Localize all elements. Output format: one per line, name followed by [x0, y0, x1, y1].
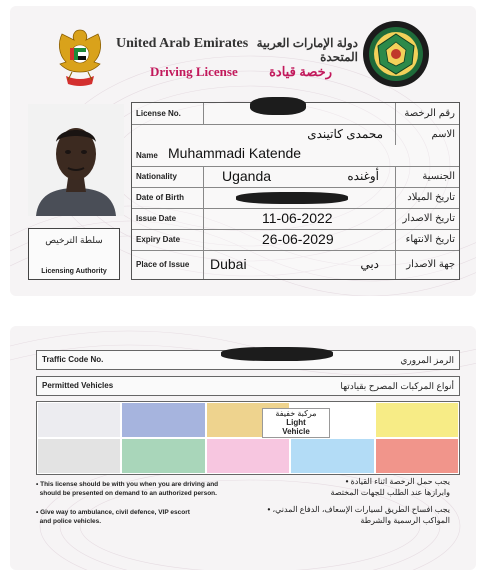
- row-place-of-issue: [132, 250, 459, 279]
- note-give-way-en: • Give way to ambulance, civil defence, VIP escort and police vehicles.: [36, 509, 190, 525]
- place-of-issue-value-en: Dubai: [210, 256, 247, 272]
- nationality-value-ar: أوغنده: [347, 169, 379, 183]
- traffic-code-redaction: [221, 347, 333, 361]
- license-no-label: License No.: [132, 103, 204, 124]
- license-no-redaction: [250, 97, 306, 115]
- name-label-ar: الاسم: [395, 124, 459, 145]
- dob-redaction: [236, 192, 348, 204]
- name-label: Name: [136, 151, 158, 160]
- vehicle-cell: [206, 438, 290, 474]
- holder-photo: [28, 104, 124, 216]
- row-expiry-date: [132, 229, 459, 251]
- licensing-authority-box: [28, 228, 120, 280]
- note-1-ar-line-1: يجب حمل الرخصة اثناء القيادة: [350, 477, 450, 486]
- vehicle-cell: [375, 438, 459, 474]
- license-back-card: [10, 326, 476, 570]
- permitted-vehicles-label: Permitted Vehicles: [42, 381, 114, 390]
- vehicle-category-grid: [36, 401, 460, 475]
- nationality-value-en: Uganda: [222, 168, 272, 184]
- country-name-ar: دولة الإمارات العربية المتحدة: [256, 36, 358, 64]
- issue-date-label: Issue Date: [132, 208, 204, 229]
- note-1-line-2: should be presented on demand to an authorized person.: [39, 490, 217, 497]
- vehicle-cell: [37, 438, 121, 474]
- vehicle-cell: [121, 438, 205, 474]
- row-name: [132, 124, 459, 167]
- permitted-vehicles-row: [36, 376, 460, 396]
- vehicle-cell: [37, 402, 121, 438]
- gcc-seal-logo: [362, 20, 430, 88]
- license-front-card: [10, 6, 476, 296]
- row-dob: [132, 187, 459, 209]
- license-details-table: [131, 102, 460, 280]
- licensing-authority-label-en: Licensing Authority: [41, 268, 107, 275]
- light-vehicle-label-en-2: Vehicle: [282, 427, 310, 436]
- row-license-no: [132, 103, 459, 125]
- note-2-line-1: Give way to ambulance, civil defence, VIP escort: [40, 509, 190, 516]
- note-1-ar-line-2: وابرازها عند الطلب للجهات المختصة: [330, 488, 450, 497]
- traffic-code-label-ar: الرمز المروري: [400, 355, 454, 365]
- note-2-ar-line-1: يجب افساح الطريق لسيارات الإسعاف، الدفاع المدني،: [272, 505, 450, 514]
- light-vehicle-label-en-1: Light: [286, 418, 306, 427]
- note-carry-license-ar: يجب حمل الرخصة اثناء القيادة • وابرازها عند الطلب للجهات المختصة: [330, 477, 450, 497]
- permitted-vehicles-label-ar: أنواع المركبات المصرح بقيادتها: [340, 381, 454, 391]
- licensing-authority-label-ar: سلطة الترخيص: [45, 235, 103, 245]
- expiry-date-label: Expiry Date: [132, 229, 204, 250]
- name-value-ar: محمدى كاتيندى: [307, 127, 383, 141]
- note-carry-license-en: • This license should be with you when you are driving and should be presented on demand to an authorized person.: [36, 481, 219, 497]
- nationality-label: Nationality: [132, 166, 204, 187]
- place-of-issue-label-ar: جهة الاصدار: [395, 250, 459, 279]
- expiry-date-label-ar: تاريخ الانتهاء: [395, 229, 459, 250]
- nationality-label-ar: الجنسية: [395, 166, 459, 187]
- row-nationality: [132, 166, 459, 188]
- note-2-line-2: and police vehicles.: [39, 518, 102, 525]
- license-no-label-ar: رقم الرخصة: [395, 103, 459, 124]
- traffic-code-row: [36, 350, 460, 370]
- note-1-line-1: This license should be with you when you are driving and: [40, 481, 219, 488]
- light-vehicle-label-ar: مركبة خفيفة: [275, 409, 317, 418]
- issue-date-value: 11-06-2022: [262, 210, 333, 226]
- note-give-way-ar: يجب افساح الطريق لسيارات الإسعاف، الدفاع المدني، • المواكب الرسمية والشرطة: [267, 505, 450, 525]
- expiry-date-value: 26-06-2029: [262, 231, 334, 247]
- document-title-en: Driving License: [150, 64, 238, 79]
- dob-label-ar: تاريخ الميلاد: [395, 187, 459, 208]
- name-value-en: Muhammadi Katende: [168, 145, 302, 161]
- vehicle-cell: [121, 402, 205, 438]
- vehicle-cell: [375, 402, 459, 438]
- place-of-issue-value-ar: دبي: [360, 257, 379, 271]
- uae-falcon-emblem: [48, 20, 112, 94]
- row-issue-date: [132, 208, 459, 230]
- vehicle-cell: [290, 438, 374, 474]
- dob-label: Date of Birth: [132, 187, 204, 208]
- issue-date-label-ar: تاريخ الاصدار: [395, 208, 459, 229]
- document-title-ar: رخصة قيادة: [269, 64, 332, 79]
- place-of-issue-label: Place of Issue: [132, 250, 204, 279]
- light-vehicle-label: [262, 408, 330, 438]
- note-2-ar-line-2: المواكب الرسمية والشرطة: [360, 516, 450, 525]
- traffic-code-label: Traffic Code No.: [42, 355, 104, 364]
- country-name-en: United Arab Emirates: [116, 36, 249, 51]
